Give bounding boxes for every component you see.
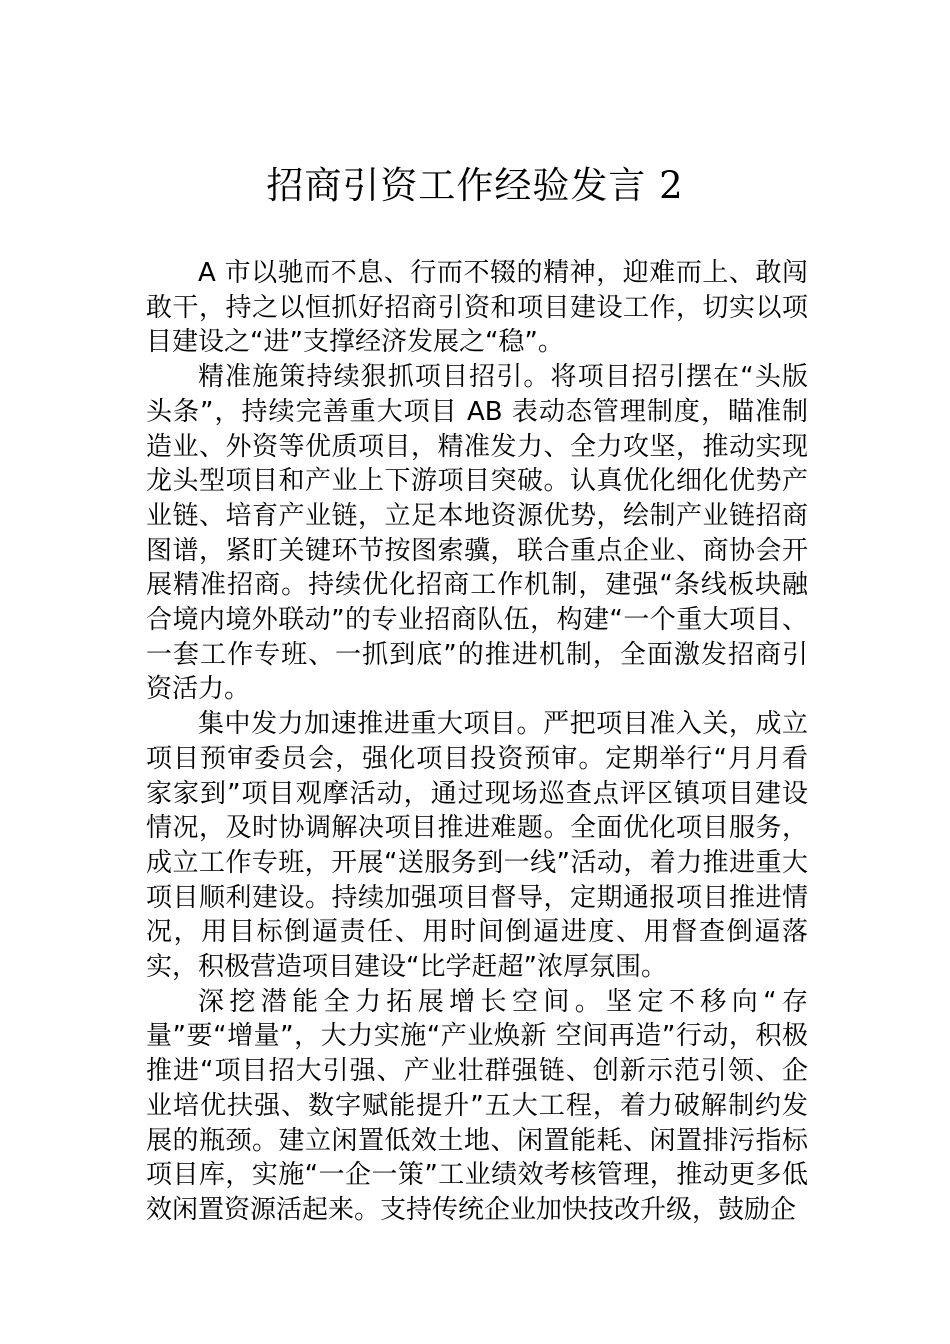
document-body bbox=[146, 256, 808, 1228]
paragraph-intro: A 市以驰而不息、行而不辍的精神，迎难而上、敢闯敢干，持之以恒抓好招商引资和项目建设工作，切实以项目建设之“进”支撑经济发展之“稳”。 bbox=[146, 258, 808, 358]
paragraph-growth-space: 深挖潜能全力拓展增长空间。坚定不移向“存量”要“增量”，大力实施“产业焕新 空间再造”行动，积极推进“项目招大引强、产业壮群强链、创新示范引领、企业培优扶强、数字赋能提升”五大工程，着力破解制约发展的瓶颈。建立闲置低效土地、闲置能耗、闲置排污指标项目库，实施“一企一策”工业绩效考核管理，推动更多低效闲置资源活起来。支持传统企业加快技改升级，鼓励企 bbox=[146, 986, 808, 1225]
document-title: 招商引资工作经验发言 2 bbox=[266, 164, 684, 207]
paragraph-major-projects: 集中发力加速推进重大项目。严把项目准入关，成立项目预审委员会，强化项目投资预审。定期举行“月月看家家到”项目观摩活动，通过现场巡查点评区镇项目建设情况，及时协调解决项目推进难题。全面优化项目服务，成立工作专班，开展“送服务到一线”活动，着力推进重大项目顺利建设。持续加强项目督导，定期通报项目推进情况，用目标倒逼责任、用时间倒逼进度、用督查倒逼落实，积极营造项目建设“比学赶超”浓厚氛围。 bbox=[146, 709, 808, 983]
paragraph-project-attraction: 精准施策持续狠抓项目招引。将项目招引摆在“头版头条”，持续完善重大项目 AB 表动态管理制度，瞄准制造业、外资等优质项目，精准发力、全力攻坚，推动实现龙头型项目和产业上下游项目突破。认真优化细化优势产业链、培育产业链，立足本地资源优势，绘制产业链招商图谱，紧盯关键环节按图索骥，联合重点企业、商协会开展精准招商。持续优化招商工作机制，建强“条线板块融合境内境外联动”的专业招商队伍，构建“一个重大项目、一套工作专班、一抓到底”的推进机制，全面激发招商引资活力。 bbox=[146, 362, 808, 705]
